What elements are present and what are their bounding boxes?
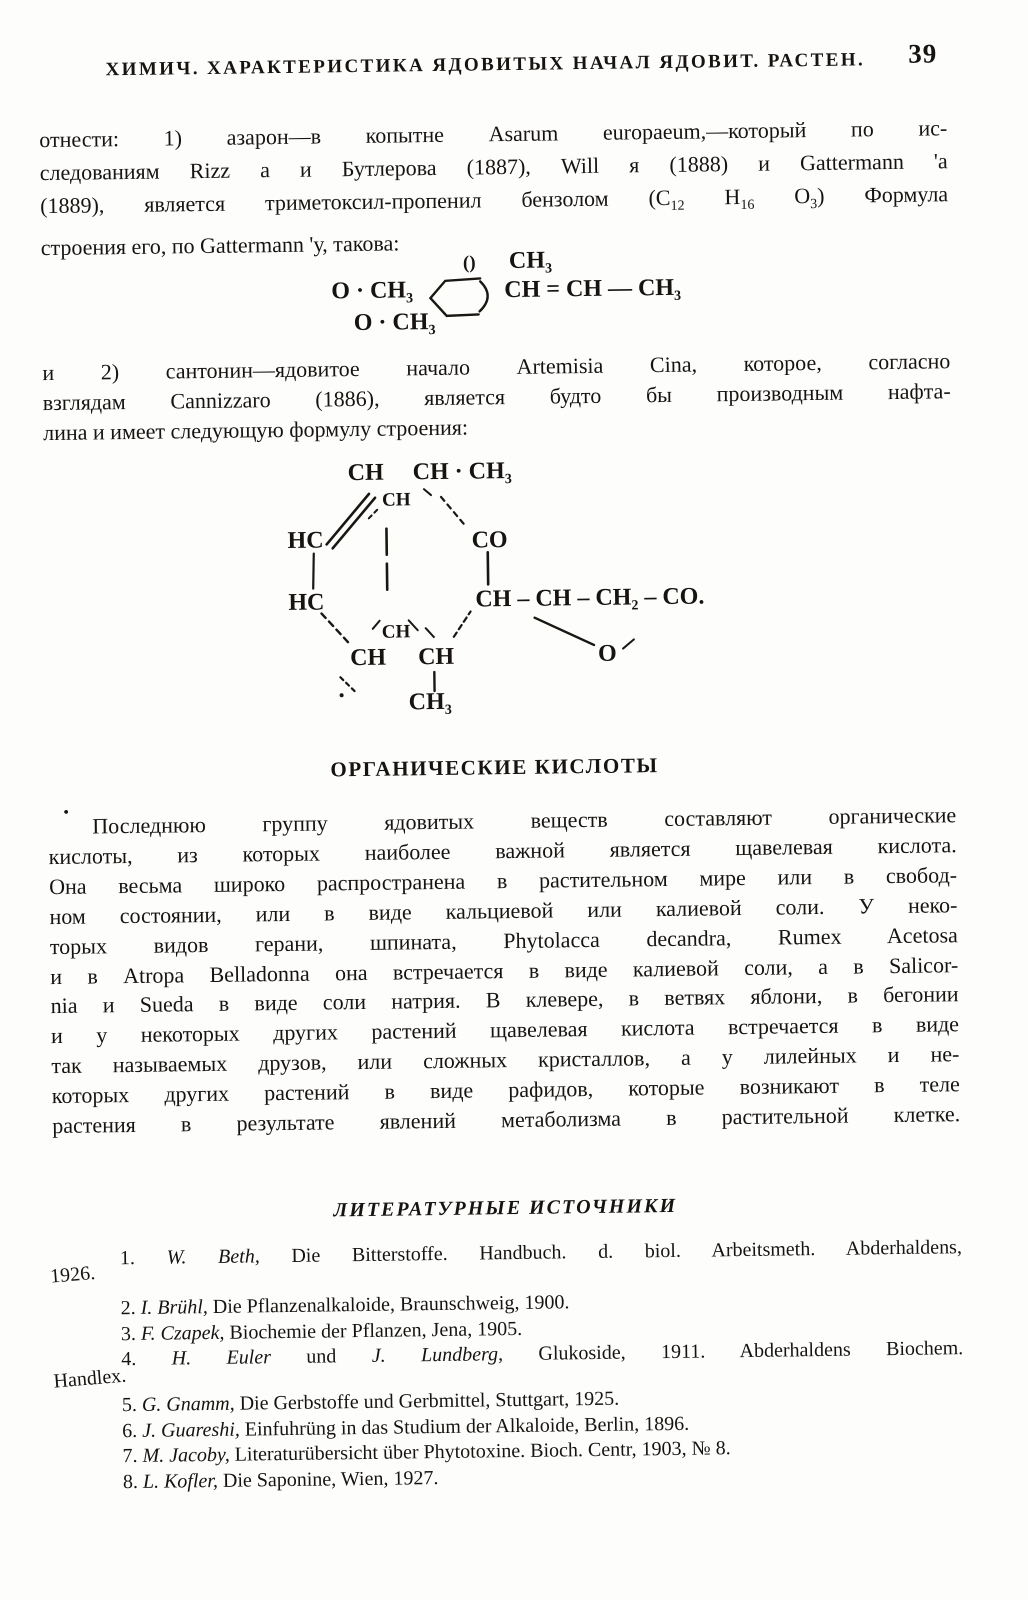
azarone-structure (323, 245, 724, 350)
ref-text: Die Pflanzenalkaloide, Braunschweig, 1900. (207, 1291, 570, 1319)
chain-text: CH = CH — CH (504, 274, 675, 304)
ref-author: J. Guareshi, (142, 1418, 240, 1442)
ref-text: Literaturübersicht über Phytotoxine. Bioch. Centr, 1903, № 8. (229, 1437, 731, 1466)
para3-line3: Она весьма широко распространена в растительном мире или в свобод- (48, 862, 958, 899)
para1-line1: отнести: 1) азарон—в копытне Asarum europaeum,—который по ис- (39, 115, 948, 153)
para3-line9: так называемых друзов, или сложных кристаллов, а у лилейных и не- (51, 1041, 960, 1079)
ch-bottom-left: CH (349, 644, 387, 672)
ref-number: 5. (121, 1393, 143, 1417)
subscript: 3 (406, 291, 414, 307)
ref-number: 2. (120, 1296, 141, 1320)
ref-author: L. Kofler, (142, 1469, 219, 1493)
ch-inner-top: CH (381, 489, 411, 511)
reference-4-margin-word: Handlex. (52, 1364, 128, 1393)
ref-author: J. Lundberg, (371, 1343, 504, 1367)
chain-text: CH – CH – CH (475, 584, 632, 613)
reference-1 (54, 1236, 962, 1271)
ch-top-left: CH (347, 459, 384, 487)
section-heading-organic-acids: ОРГАНИЧЕСКИЕ КИСЛОТЫ (330, 753, 659, 782)
chain-text-2: – CO. (638, 583, 705, 611)
para2-line2: взглядам Cannizzaro (1886), является будто бы производным нафта- (42, 378, 951, 416)
ch-ch3-top-right (413, 458, 512, 489)
para3-line7: nia и Sueda в виде соли натрия. В клевере, в ветвях яблони, в бегонии (50, 981, 959, 1019)
och3-text: O · CH (353, 309, 429, 337)
ch-inner-bottom: CH (381, 621, 411, 643)
subscript: 3 (428, 322, 436, 339)
para1-line3-pre: (1889), является триметоксил-пропенил бензолом (C (40, 184, 671, 219)
ref-text: Einfuhrüng in das Studium der Alkaloide, Berlin, 1896. (239, 1412, 690, 1441)
oxygen-label: O (597, 640, 617, 667)
och3-text: O · CH (331, 277, 407, 305)
ref-text: Die Gerbstoffe und Gerbmittel, Stuttgart, 1925. (234, 1387, 620, 1415)
subscript: 3 (544, 261, 553, 277)
para3-line2: кислоты, из которых наиболее важной является щавелевая кислота. (48, 832, 957, 870)
ch-text: CH · CH (412, 458, 505, 486)
para1-line4: строения его, по Gattermann 'у, такова: (40, 230, 400, 261)
subscript: 3 (444, 702, 452, 718)
para3-line10: которых других растений в виде рафидов, которые возникают в теле (51, 1071, 960, 1109)
subscript: 2 (631, 598, 639, 614)
ref-text: und (270, 1344, 372, 1369)
methoxy-o-top: () (462, 252, 476, 274)
methoxy-left-2 (354, 309, 436, 340)
ref-text: Die Saponine, Wien, 1927. (217, 1467, 439, 1492)
ref-author: G. Gnamm, (141, 1392, 235, 1416)
ref-author: I. Brühl, (140, 1296, 208, 1319)
subscript: 12 (670, 198, 685, 214)
reference-list (49, 1236, 965, 1504)
ref-number: 6. (122, 1419, 143, 1443)
paragraph-azarone (39, 111, 949, 264)
stray-bullet-mark: · (61, 799, 71, 826)
ref-text: Die Bitterstoffe. Handbuch. d. biol. Arbeitsmeth. Abderhaldens, (259, 1236, 963, 1268)
paragraph-organic-acids (48, 800, 960, 1141)
subscript: 16 (740, 197, 755, 213)
subscript: 3 (810, 196, 818, 213)
ref-author: M. Jacoby, (142, 1443, 230, 1467)
para3-line11: растения в результате явлений метаболизма в растительной клетке. (52, 1101, 961, 1139)
page-number: 39 (908, 38, 938, 69)
ch-bottom-right: CH (417, 643, 455, 671)
methyl-top (509, 247, 552, 278)
para2-line3: лина и имеет следующую формулу строения: (42, 414, 469, 446)
para3-line4: ном состоянии, или в виде кальциевой или калиевой соли. У неко- (49, 891, 958, 929)
methoxy-left-1 (331, 277, 413, 308)
para1-line3-mid2: O (754, 183, 811, 209)
ref-number: 7. (122, 1444, 143, 1468)
ref-author: H. Euler (171, 1346, 272, 1370)
ref-number: 8. (122, 1470, 144, 1494)
subscript: 3 (504, 472, 512, 488)
para1-line2: следованиям Rizz а и Бутлерова (1887), Will я (1888) и Gattermann 'а (39, 148, 948, 186)
propenyl-chain (504, 275, 681, 307)
ref-text: Glukoside, 1911. Abderhaldens Biochem. (502, 1337, 964, 1366)
subscript: 3 (674, 288, 682, 304)
ch-text: CH (408, 688, 445, 716)
para3-line8: и у некоторых других растений щавелевая кислота встречается в виде (50, 1011, 960, 1049)
ref-author: F. Czapek, (140, 1321, 225, 1345)
hc-left-upper: HC (287, 527, 324, 554)
para1-line3-mid1: H (684, 183, 741, 210)
santonin-structure (275, 447, 749, 731)
running-head: ХИМИЧ. ХАРАКТЕРИСТИКА ЯДОВИТЫХ НАЧАЛ ЯДОВИТ. РАСТЕН. (105, 49, 866, 81)
para3-line6: и в Atropa Belladonna она встречается в виде калиевой соли, а в Salicor- (50, 951, 959, 989)
hc-left-lower: HC (288, 589, 325, 616)
lactone-chain (475, 583, 704, 616)
literature-heading: ЛИТЕРАТУРНЫЕ ИСТОЧНИКИ (333, 1194, 678, 1222)
para3-line5: торых видов герани, шпината, Phytolacca decandra, Rumex Acetosa (49, 921, 958, 959)
para1-line3-post: ) Формула (816, 181, 949, 208)
ref-number: 4. (121, 1347, 172, 1371)
paragraph-santonin (42, 346, 951, 448)
reference-1-margin-year: 1926. (49, 1261, 96, 1288)
ref-author: W. Beth, (166, 1245, 260, 1269)
ref-text: Biochemie der Pflanzen, Jena, 1905. (224, 1317, 523, 1344)
ch3-bottom (409, 689, 452, 720)
ref-number: 1. (119, 1246, 167, 1270)
ref-number: 3. (120, 1322, 142, 1346)
para3-line1: Последнюю группу ядовитых веществ составляют органические (92, 802, 957, 839)
ch-text: CH (508, 247, 546, 275)
co-right: CO (471, 527, 508, 554)
para2-line1: и 2) сантонин—ядовитое начало Artemisia Cina, которое, согласно (42, 348, 951, 386)
